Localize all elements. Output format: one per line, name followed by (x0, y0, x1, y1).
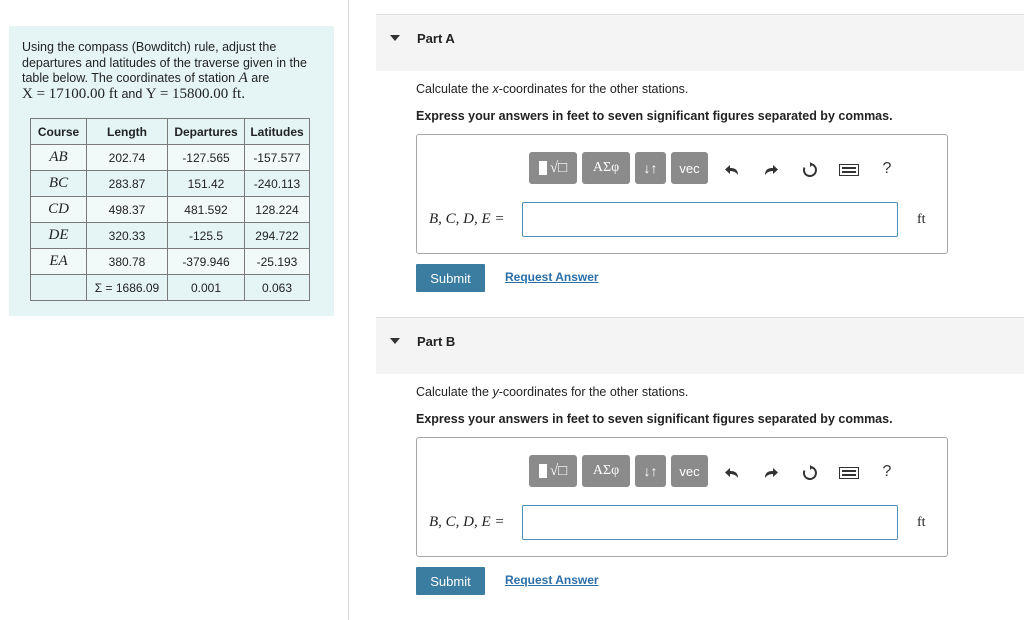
table-header-row (31, 119, 310, 145)
column-divider (348, 0, 349, 620)
sum-length-cell: Σ = 1686.09 (87, 275, 168, 301)
departure-cell: -127.565 (168, 145, 245, 171)
departure-cell: -379.946 (168, 249, 245, 275)
problem-intro-text: Using the compass (Bowditch) rule, adjust the departures and latitudes of the traverse given in the table below. The coordinates of station (22, 40, 307, 85)
collapse-triangle-icon[interactable] (390, 35, 400, 41)
latitude-cell: 294.722 (245, 223, 310, 249)
latitude-cell: -25.193 (245, 249, 310, 275)
instr-variable: x (492, 82, 499, 96)
instr-post: -coordinates for the other stations. (498, 385, 689, 399)
part-a-answer-box (416, 134, 948, 254)
instr-variable: y (492, 385, 499, 399)
template-box-icon (539, 161, 547, 175)
problem-statement (22, 40, 327, 102)
part-a-header[interactable] (376, 15, 1024, 71)
answer-input[interactable] (522, 505, 898, 540)
sum-latitude-cell: 0.063 (245, 275, 310, 301)
y-coordinate-equation: Y = 15800.00 ft (145, 85, 242, 102)
station-symbol: A (238, 70, 248, 86)
table-row (31, 171, 310, 197)
template-box-icon (539, 464, 547, 478)
unit-label: ft (917, 515, 926, 530)
latitude-cell: -157.577 (245, 145, 310, 171)
help-icon[interactable]: ? (882, 160, 892, 177)
part-b-instruction (416, 385, 688, 399)
course-cell: BC (31, 171, 87, 197)
traverse-table (30, 118, 310, 301)
greek-symbols-button[interactable]: ΑΣφ (582, 152, 630, 184)
submit-button[interactable]: Submit (416, 567, 485, 595)
redo-icon[interactable] (762, 464, 780, 482)
course-cell: CD (31, 197, 87, 223)
templates-label: √□ (549, 462, 568, 479)
length-cell: 498.37 (87, 197, 168, 223)
and-text: and (121, 86, 143, 101)
answer-variable-label: B, C, D, E = (429, 514, 505, 530)
keyboard-icon[interactable] (838, 161, 860, 179)
table-row (31, 145, 310, 171)
greek-symbols-button[interactable]: ΑΣφ (582, 455, 630, 487)
departure-cell: -125.5 (168, 223, 245, 249)
templates-button[interactable] (529, 455, 577, 487)
submit-button[interactable]: Submit (416, 264, 485, 292)
part-b-answer-box (416, 437, 948, 557)
unit-label: ft (917, 212, 926, 227)
are-text: are (251, 71, 270, 85)
header-course: Course (31, 119, 87, 145)
reset-icon[interactable] (801, 464, 819, 482)
request-answer-link[interactable]: Request Answer (505, 573, 599, 587)
help-icon[interactable]: ? (882, 463, 892, 480)
instr-post: -coordinates for the other stations. (498, 82, 689, 96)
part-b-format-instruction: Express your answers in feet to seven significant figures separated by commas. (416, 412, 893, 426)
length-cell: 320.33 (87, 223, 168, 249)
header-departures: Departures (168, 119, 245, 145)
instr-pre: Calculate the (416, 385, 493, 399)
length-cell: 283.87 (87, 171, 168, 197)
length-cell: 202.74 (87, 145, 168, 171)
arrows-button[interactable]: ↓↑ (635, 152, 666, 184)
request-answer-link[interactable]: Request Answer (505, 270, 599, 284)
departure-cell: 151.42 (168, 171, 245, 197)
header-latitudes: Latitudes (245, 119, 310, 145)
answer-input[interactable] (522, 202, 898, 237)
course-cell: AB (31, 145, 87, 171)
table-row (31, 223, 310, 249)
period: . (241, 85, 245, 102)
sum-departure-cell: 0.001 (168, 275, 245, 301)
keyboard-icon[interactable] (838, 464, 860, 482)
x-coordinate-equation: X = 17100.00 ft (22, 85, 118, 102)
answer-variable-label: B, C, D, E = (429, 211, 505, 227)
latitude-cell: -240.113 (245, 171, 310, 197)
latitude-cell: 128.224 (245, 197, 310, 223)
collapse-triangle-icon[interactable] (390, 338, 400, 344)
arrows-button[interactable]: ↓↑ (635, 455, 666, 487)
length-cell: 380.78 (87, 249, 168, 275)
reset-icon[interactable] (801, 161, 819, 179)
undo-icon[interactable] (723, 464, 741, 482)
part-a-format-instruction: Express your answers in feet to seven significant figures separated by commas. (416, 109, 893, 123)
table-row (31, 249, 310, 275)
header-length: Length (87, 119, 168, 145)
templates-label: √□ (549, 159, 568, 176)
problem-panel (9, 26, 334, 316)
part-b-title: Part B (417, 334, 456, 349)
vector-button[interactable]: vec (671, 455, 708, 487)
vector-button[interactable]: vec (671, 152, 708, 184)
course-cell: EA (31, 249, 87, 275)
departure-cell: 481.592 (168, 197, 245, 223)
table-row (31, 197, 310, 223)
instr-pre: Calculate the (416, 82, 493, 96)
sum-empty-cell (31, 275, 87, 301)
undo-icon[interactable] (723, 161, 741, 179)
course-cell: DE (31, 223, 87, 249)
part-b-header[interactable] (376, 318, 1024, 374)
part-a-instruction (416, 82, 688, 96)
templates-button[interactable] (529, 152, 577, 184)
table-sum-row (31, 275, 310, 301)
part-a-title: Part A (417, 31, 455, 46)
redo-icon[interactable] (762, 161, 780, 179)
